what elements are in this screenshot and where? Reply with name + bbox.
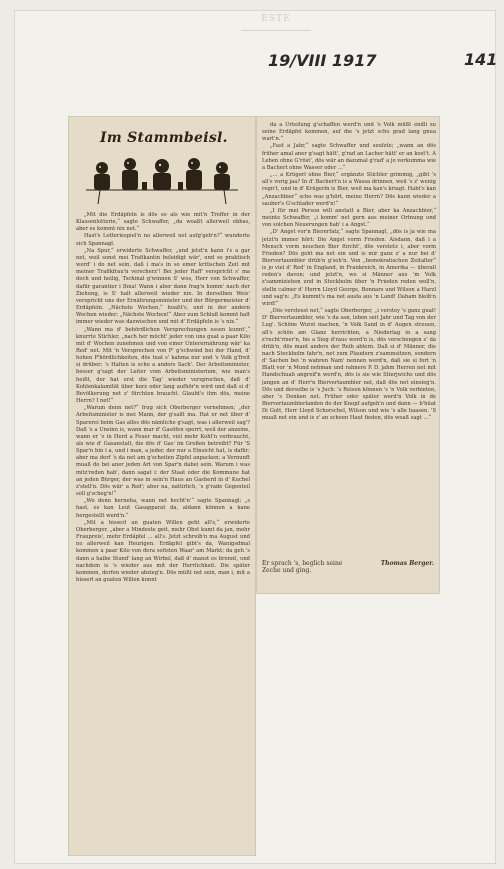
author-name: Thomas Berger. — [380, 560, 434, 567]
article-paragraph: „Fast a Jahr,“ sagte Schwaffer und seufzte; „wann an dös früher amal aner g'sagt hätt', g'rad an Lacher hätt' er an kost't. A Leben ohne G'röst', dös wär an dazumal g'rad' a jo vorkumma wie a Bachert ohne Wasser oder ...“ — [262, 143, 436, 171]
article-paragraph: „Dös verstesst net,“ sagte Oberberger, „i verstey 's ganz guat! D' Biervertaumbler, wie 's da san, leben seit Jahr und Tag von der Lug'. Schöne Wurst machen, 'n Volk Sand in d' Augen streuen, all's schön am Glanz herrichten, a Niederlag in a sang z'recht'rixer'n, bis a Sieg d'raus word'n is, dös verschengen s' da drüb'n, dös mant anders der Reib ablern. Daß si d' Männer, die nach Stockholm fahr'n, net zum Plaudern z'sammsitzen, sondern d' Sachen bei 'n wahren Nam' nennen werd'n, daß sie si fort 'n Blatt vor 'n Mund nehman und rahnere P. D. jahm Herren net mit Handschuah angreif'n werd'n, dös is sie wie Stierjwichs und dös jangen an d' Herr'n Biervertaumbler net, daß dös net einsieg'n. Dös und derselbe is 's Juch: 's Reisen können 's 'n Volk verbieten, aber 's Denken net. Früher oder später werd'n Volk in de Biervertaumblerlanden do der Knopf aufgeh'n und dann — b'hüat Di Gott, Herr Lloyd Schorschel, Wilson und wie 's alle haasen. 'S muaß net ein und is z' an scheen Haut fieden, dös woaß sagt ...“ — [262, 308, 436, 422]
article-paragraph: „... a Krügerl ohne Bier,“ ergänzte Stichler grimmig, „gibt 's all's vorig jaa? In d' Bachert'n is a Wassa drinnen, weil 's z' wenig regn't, und in d' Krügerln is Bier, weil ma kan's kriagt. Habt's kan „Anzachbier“ scho was g'hört, meine Herrn? Dös kann wieder a sauber's G'schlader werd'n!“ — [262, 172, 436, 207]
article-paragraph: „Mit a bisserl an guaten Willen geht all's,“ erwiderte Oberberger, „aber a Mindeste geit, mehr Obst kumt da jan, mehr Fraupreis', mehr Erdäpfel ... all's. Jetzt schreib'n ma August und no allerweil kan Heurigen. Erdäpfel gibt's da, Wanigsdmal kommen a paar Kilo von dera sofisten Waar' am Markt; da geh 's dann a halbe Stund' lang an Wirbel, daß d' manst es brennt, und nachdem is 's wieder aus mit der Herrlichkeit. Die später kommen, derfen wieder abzieg'n. Dös müßt net sein, man i, mit a bisserl an guaten Willen kunnt — [76, 519, 250, 583]
handwritten-page-number: 141 — [464, 50, 498, 69]
article-title: Im Stammbeisl. — [100, 130, 228, 146]
closing-line: Er sprach 's, beglich seine Zeche und ging. — [262, 560, 343, 574]
article-paragraph: „Warum denn net?“ frug sich Oberberger vernehmen; „der Arbeitsminister is mei Mann, der g'sallt ma. Hat er net über d' Sparerei beim Gas alles dös nämliche g'sagt, was i allerweil sag'? Daß 's a Unsinn is, wann mar d' Gasöfen sperrt, weil der anzeine, wann er 's in Herd a Feuer macht, viel mehr Kohl'n verbraucht, als wie d' Gasanstalt, die dös d' Gas' im Großen betreibt? Für 'S Spar'n bin i a, und i man, a jeder, der nur a Einsicht hat, is dafür; aber ma derf 's da net am g'scheiten Zipfel anpacken; a Vernunft muaß do bei aner jeden Art von Spar'n dabei sein. Warum i was mitz'reden hab', dann sagat i: der Staat oder die Kommune hat an jeden Bürger, der was in sein'n Haus an Gasherd in d' Kuchel z'stell'n. Dös wär' a Red'; aber na, natürlich, 's g'rade Gegenteil soll g'scheg'n!“ — [76, 405, 250, 498]
article-paragraph: da a Urteilung g'schaffen werd'n und 's Volk müßt endli zu seine Erdäpfel kommen, auf die 's jetzt scho grad lang gnua wart'n.“ — [262, 122, 436, 143]
clipping-left-column — [68, 116, 256, 856]
article-body-left — [76, 212, 250, 844]
article-paragraph: „I für mei Person will anstatt a Bier, aber ka Anzachbier,“ meinte Schwaffer, „i komm' net gern aus meiner Ortnung und von solchen Neuerungen hab' i a Angst.“ — [262, 207, 436, 229]
clipping-right-column — [256, 116, 440, 594]
article-paragraph: Hast's Lotteriespiel'n no allerweil net aufg'geb'n?“ wunderte sich Spannagl. — [76, 233, 250, 247]
faint-archive-stamp: ESTE — [241, 14, 311, 31]
article-paragraph: „Na Spur,“ erwiderte Schwaffer, „und jetzt'n kann i's a gar net, weil sonst mei Trafikantin beleidigt wär', und so praktisch werd' i do net sein, daß i ma's in so einer kritischen Zeit mit meiner Trafikfrau'n verscherz'! Bei jeder Raff' verspricht s' ma doch und heilig, Tschinal g'winnen S' wos, Herr von Schwaffer, dafür garantier i Ihna! Wann i aber dann frag'n komm' nach der Ziehung, is S' halt allerweil wieder nix. In derselben Weis' verspricht uns der Ernährungsminister und der Bürgermeister d' Erdäpfeln. „Nächste Wochen,“ hoaßt's, und in der andern Wochen wieder: „Nächste Wochen!“ Aber zum Schluß kommt halt immer wieder was dazwischen und mit d' Erdäpfeln is 's nix.“ — [76, 247, 250, 326]
article-paragraph: „D' Angst vor'n Biererfatz,“ sagte Spannagl, „dös is ja wie ma jetzt'n immer hört: Die Angst vorm Frieden. Alsdann, daß i a Mensch vorm neuchen Bier fürcht', dös verstetz i, aber vorm Frieden? Dös geht ma net ein und is mir ganz z' a nur bei d' Biervertaumbler drüb'n g'seh'n. Von „bemokratischen Zeitalter“ is jo viel d' Red' in England, in Frankreich, in Amerika — überall reden's davon; und jetzt'n, wo si Männer aus 'm Volk z'sammiziehen und in Stockholm über 'n Frieden reden woll'n, stelln calmer d' Herrn Lloyd George, Bonnars und Wilson a Harzl und sag'n: „Es kummt's ma net ausfa aus 'n Land! Daham bleib'n wird!“ — [262, 229, 436, 307]
handwritten-date: 19/VIII 1917 — [268, 51, 377, 70]
article-paragraph: „Wo denn herneha, wann net hecht'n'“ sagte Spannagl; „s hast, es kan Leut Gasapparat da, aldann können a kane hergestellt werd'n.“ — [76, 498, 250, 519]
article-paragraph: „Wann ma d' behördlichen Versprechungen essen kunnt',“ knurrte Stichler, „nach her möcht' jeder von uns guat a paar Kilo mit d' Wochen zunehmen und von einer Unterernährung wär' ka Red' net. Mit 'n Versprechen von P' g'schwind bei der Hand, d' hohen P'hördlichkeiten, dös tuat s' kahma nur und 's Volk g'freit si drüber; 's Halten is scho a anders Sach'. Der Arbeitsminister, besser g'sagt der Leiter vom Arbeitsministerium, wie man's heißt, der hat erst die Tag' wieder versprochen, daß d' Kohlenkalamität über kurz oder lang aufhör'n wird und daß si d' Bevölkerung net z' fürchten braucht. Glaubt's ihm dös, meine Herrn? I net!“ — [76, 326, 250, 405]
article-body-right — [262, 122, 436, 562]
tavern-vignette-illustration — [82, 150, 242, 206]
article-signoff — [262, 560, 434, 574]
article-paragraph: „Mit die Erdäpfeln is dös so als wie mit'n Treffer in der Klassenlotterie,“ sagte Schwaffer, „da woaßt allerweil ebbas, aber es kommt nix net.“ — [76, 212, 250, 233]
